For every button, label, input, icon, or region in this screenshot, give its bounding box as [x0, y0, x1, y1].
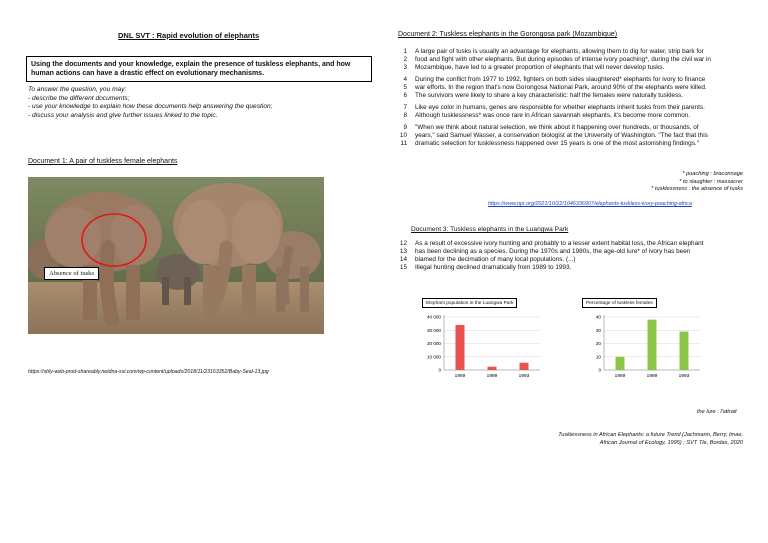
bar	[616, 357, 625, 370]
text-line	[389, 132, 749, 140]
doc2-text	[389, 48, 749, 148]
glossary	[651, 171, 743, 194]
line-text: food and fight with other elephants. But during episodes of intense ivory poaching*, during the civil war in	[415, 56, 711, 63]
line-number: 11	[400, 140, 407, 147]
line-text: As a result of excessive ivory hunting and probably to a lesser extent habitat loss, the African elephant	[415, 240, 704, 247]
chart-title: Percentage of tuskless females	[582, 298, 657, 308]
population-chart-svg	[412, 295, 552, 385]
tuskless-percentage-chart	[572, 295, 712, 385]
glossary-item: * poaching : braconnage	[682, 171, 743, 177]
text-line	[389, 124, 749, 132]
bar	[520, 363, 529, 370]
x-tick-label: 1989	[646, 374, 658, 379]
bar	[648, 320, 657, 370]
y-tick-label: 0	[598, 367, 601, 373]
line-text: Illegal hunting declined dramatically from 1989 to 1993.	[415, 264, 572, 271]
instructions	[28, 86, 273, 120]
y-tick-label: 20 000	[426, 341, 441, 346]
photo-source-url: https://sbly-web-prod-shareably.netdna-ssl.com/wp-content/uploads/2018/11/23163352/Baby-Seal-13.jpg	[28, 369, 269, 375]
x-tick-label: 1989	[486, 374, 498, 379]
glossary-item: * to slaughter : massacrer	[679, 178, 743, 185]
line-number: 6	[403, 92, 407, 99]
line-text: The survivors were likely to share a key characteristic: half the females were naturally tuskless.	[415, 92, 684, 99]
line-text: During the conflict from 1977 to 1992, fighters on both sides slaughtered* elephants for ivory to finance	[415, 76, 706, 83]
y-tick-label: 40	[595, 314, 601, 320]
line-number: 1	[403, 48, 407, 55]
bar	[680, 332, 689, 370]
line-number: 10	[399, 132, 407, 139]
text-line	[389, 84, 749, 92]
text-line	[389, 56, 749, 64]
text-line	[389, 140, 749, 148]
main-question: Using the documents and your knowledge, explain the presence of tuskless elephants, and how human actions can have a drastic effect on evolutionary mechanisms.	[26, 56, 372, 82]
y-tick-label: 40 000	[426, 314, 441, 320]
line-text: blamed for the decimation of many local populations. (...)	[415, 256, 576, 263]
line-text: Mozambique, have led to a greater proportion of elephants that will never develop tusks.	[415, 64, 665, 71]
line-number: 4	[403, 76, 407, 83]
line-text: "When we think about natural selection, we think about it happening over hundreds, or thousands, of	[415, 124, 699, 131]
tuskless-chart-svg	[572, 295, 712, 385]
line-number: 8	[403, 112, 407, 119]
line-number: 15	[399, 264, 407, 271]
population-chart	[412, 295, 552, 385]
instruction-line: To answer the question, you may:	[28, 86, 127, 93]
x-tick-label: 1969	[614, 374, 626, 379]
y-tick-label: 30 000	[426, 327, 441, 333]
line-text: A large pair of tusks is usually an advantage for elephants, allowing them to dig for water, strip bark for	[415, 48, 704, 55]
instruction-line: - discuss your analysis and give further issues linked to the topic.	[28, 111, 218, 119]
instruction-line: - describe the different documents;	[28, 94, 130, 102]
elephant-photo	[28, 177, 324, 334]
text-line	[389, 256, 749, 264]
y-tick-label: 30	[595, 327, 601, 333]
glossary-item: * tusklessness : the absence of tusks	[651, 186, 743, 193]
npr-article-link[interactable]: https://www.npr.org/2021/10/22/1046336907/elephants-tuskless-ivory-poaching-africa	[488, 201, 692, 207]
text-line	[389, 64, 749, 72]
x-tick-label: 1993	[518, 374, 530, 379]
x-tick-label: 1969	[454, 374, 466, 379]
line-text: dramatic selection for tusklessness happened over 15 years is one of the most astonishing findings."	[415, 140, 699, 147]
line-text: has been declining as a species. During the 1970s and 1980s, the age-old lure* of ivory has been	[415, 248, 691, 255]
y-tick-label: 20	[595, 341, 601, 346]
line-number: 13	[399, 248, 407, 255]
line-number: 2	[403, 56, 407, 63]
bar	[488, 367, 497, 370]
absence-of-tusks-label	[44, 267, 99, 280]
line-text: Although tusklessness* was once rare in African savannah elephants, it's become more common.	[415, 112, 691, 119]
bar	[456, 325, 465, 370]
page-title: DNL SVT : Rapid evolution of elephants	[118, 31, 260, 40]
doc2-title: Document 2: Tuskless elephants in the Gorongosa park (Mozambique)	[398, 31, 618, 38]
text-line	[389, 104, 749, 112]
source-line: African Journal of Ecology, 1995) ; SVT Tle, Bordas, 2020	[599, 439, 743, 446]
text-line	[389, 240, 749, 248]
text-line	[389, 112, 749, 120]
line-text: years," said Samuel Wasser, a conservation biologist at the University of Washington. "The fact that this	[415, 132, 708, 139]
y-tick-label: 10	[595, 354, 601, 360]
source-line: Tusklessness in African Elephants: a future Trend (Jachmann, Berry, Imae,	[558, 432, 743, 438]
line-number: 5	[403, 84, 407, 91]
text-line	[389, 76, 749, 84]
line-number: 9	[403, 124, 407, 131]
line-number: 7	[403, 104, 407, 111]
text-line	[389, 248, 749, 256]
line-number: 3	[403, 64, 407, 71]
doc3-text	[389, 240, 749, 272]
y-tick-label: 10 000	[426, 354, 441, 360]
doc3-title: Document 3: Tuskless elephants in the Luangwa Park	[411, 226, 569, 233]
line-text: Like eye color in humans, genes are responsible for whether elephants inherit tusks from their parents.	[415, 104, 705, 111]
text-line	[389, 264, 749, 272]
y-tick-label: 0	[438, 367, 441, 373]
source-citation	[558, 432, 743, 447]
text-line	[389, 92, 749, 100]
doc1-title: Document 1: A pair of tuskless female elephants	[28, 158, 178, 165]
label-text: Absence of tusks	[49, 270, 95, 277]
line-number: 14	[399, 256, 407, 263]
lure-footnote: the lure : l'attrait	[697, 409, 737, 415]
line-text: war efforts. In the region that's now Gorongosa National Park, around 90% of the elephants were killed.	[415, 84, 707, 91]
chart-title: Elephant population in the Luangwa Park	[422, 298, 517, 308]
text-line	[389, 48, 749, 56]
instruction-line: - use your knowledge to explain how these documents help answering the question;	[28, 103, 273, 111]
line-number: 12	[399, 240, 407, 247]
x-tick-label: 1993	[678, 374, 690, 379]
